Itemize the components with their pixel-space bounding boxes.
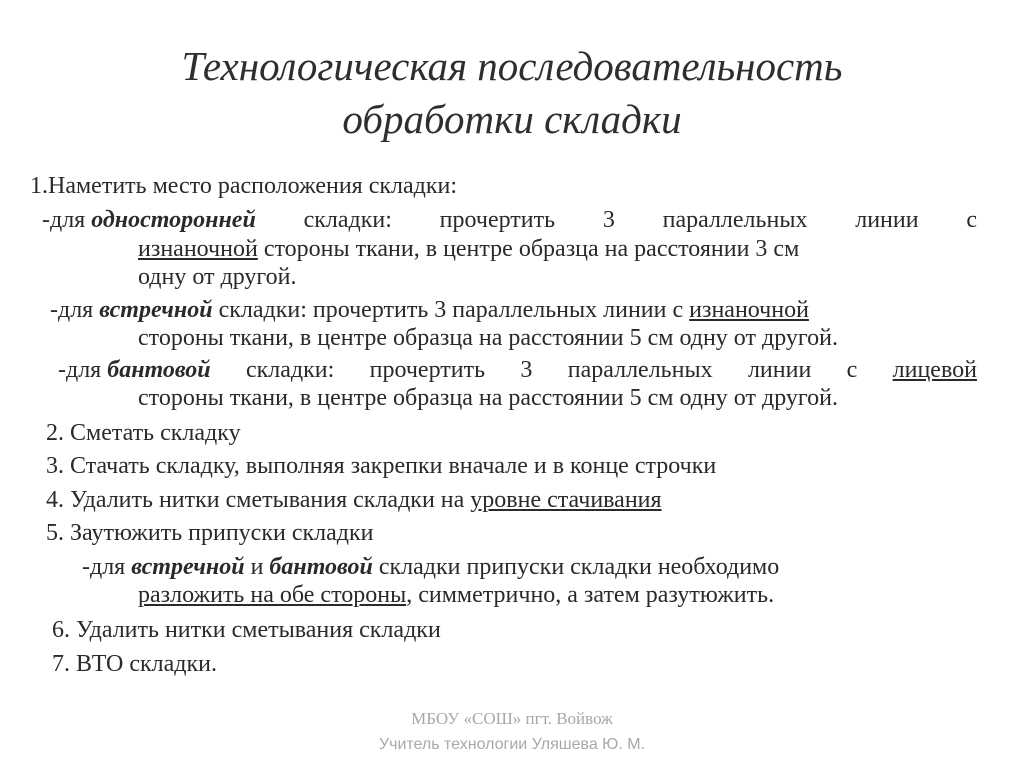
step-6: 6. Удалить нитки сметывания складки — [52, 617, 441, 643]
step-4-underline: уровне стачивания — [470, 487, 662, 513]
sub-box-line-2: стороны ткани, в центре образца на расстоянии 5 см одну от другой. — [138, 385, 838, 411]
spread-both-sides: разложить на обе стороны — [138, 582, 407, 608]
fold-kind-box: бантовой — [269, 554, 373, 580]
sub-counter-line-2: стороны ткани, в центре образца на расстоянии 5 см одну от другой. — [138, 325, 838, 351]
step-5: 5. Заутюжить припуски складки — [46, 520, 374, 546]
step-4: 4. Удалить нитки сметывания складки на уровне стачивания — [46, 487, 662, 513]
side-right: лицевой — [892, 357, 977, 383]
sub-box-line-1: -для бантовой складки: прочертить 3 параллельных линии с лицевой — [58, 357, 977, 383]
sub-box-prefix-group: -для бантовой — [58, 357, 211, 383]
sub-one-sided-prefix-group: -для односторонней — [42, 207, 256, 233]
sub-step-5-line-1: -для встречной и бантовой складки припуски складки необходимо — [82, 554, 780, 580]
sub-one-sided-line-1: -для односторонней складки: прочертить 3 параллельных линии с — [42, 207, 977, 233]
side-wrong: изнаночной — [689, 297, 809, 323]
slide-title — [60, 40, 964, 146]
sub-one-sided-line-3: одну от другой. — [138, 264, 297, 290]
sub-one-sided-line-2: изнаночной стороны ткани, в центре образца на расстоянии 3 см — [138, 236, 800, 262]
step-3: 3. Стачать складку, выполняя закрепки вначале и в конце строчки — [46, 453, 717, 479]
side-wrong: изнаночной — [138, 236, 258, 262]
fold-kind-counter: встречной — [131, 554, 245, 580]
step-7: 7. ВТО складки. — [52, 651, 218, 677]
footer-teacher: Учитель технологии Уляшева Ю. М. — [378, 736, 646, 753]
step-2: 2. Сметать складку — [46, 420, 241, 446]
title-line-1: Технологическая последовательность — [181, 43, 843, 89]
sub-counter-line-1: -для встречной складки: прочертить 3 параллельных линии с изнаночной — [50, 297, 809, 323]
fold-kind-one-sided: односторонней — [91, 207, 256, 233]
title-line-2: обработки складки — [342, 96, 682, 142]
footer-school: МБОУ «СОШ» пгт. Войвож — [411, 709, 613, 728]
step-1: 1.Наметить место расположения складки: — [30, 173, 458, 199]
fold-kind-counter: встречной — [99, 297, 213, 323]
sub-step-5-line-2: разложить на обе стороны, симметрично, а затем разутюжить. — [138, 582, 775, 608]
fold-kind-box: бантовой — [107, 357, 211, 383]
